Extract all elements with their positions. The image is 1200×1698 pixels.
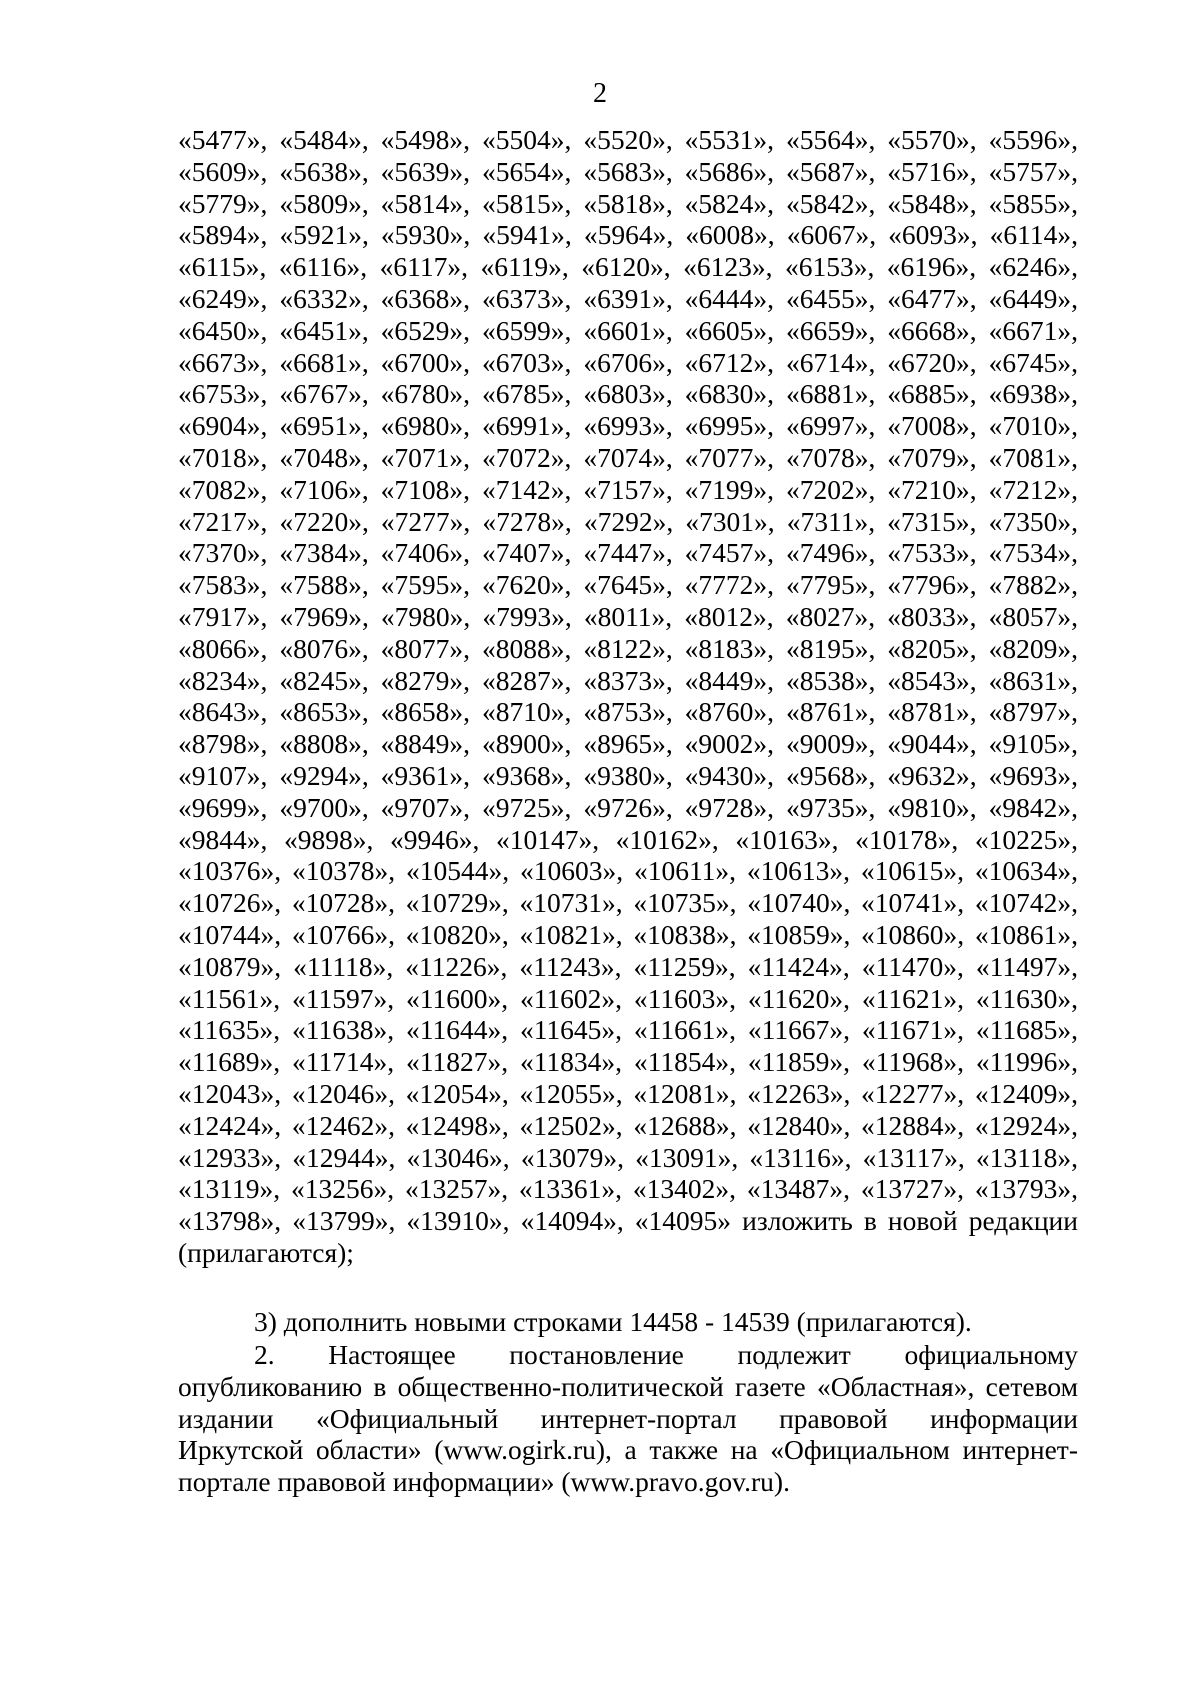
code-line: «7217», «7220», «7277», «7278», «7292», «7301», «7311», «7315», «7350», xyxy=(178,505,1078,537)
item-3-paragraph: 3) дополнить новыми строками 14458 - 14539 (прилагаются). xyxy=(254,1306,972,1337)
paragraph-2-line: опубликованию в общественно-политической газете «Областная», сетевом xyxy=(178,1370,1078,1402)
code-line: «12043», «12046», «12054», «12055», «12081», «12263», «12277», «12409», xyxy=(178,1077,1078,1109)
paragraph-2 xyxy=(178,1339,1078,1498)
code-line: «6249», «6332», «6368», «6373», «6391», «6444», «6455», «6477», «6449», xyxy=(178,282,1078,314)
code-line: «5779», «5809», «5814», «5815», «5818», «5824», «5842», «5848», «5855», xyxy=(178,187,1078,219)
code-line: «5609», «5638», «5639», «5654», «5683», «5686», «5687», «5716», «5757», xyxy=(178,155,1078,187)
code-line: «11635», «11638», «11644», «11645», «11661», «11667», «11671», «11685», xyxy=(178,1014,1078,1046)
code-list xyxy=(178,124,1078,1269)
page-number: 2 xyxy=(593,78,607,109)
code-line: «7917», «7969», «7980», «7993», «8011», «8012», «8027», «8033», «8057», xyxy=(178,600,1078,632)
code-list-tail: (прилагаются); xyxy=(178,1236,354,1268)
code-line: «11689», «11714», «11827», «11834», «11854», «11859», «11968», «11996», xyxy=(178,1046,1078,1078)
code-line: «10376», «10378», «10544», «10603», «10611», «10613», «10615», «10634», xyxy=(178,855,1078,887)
code-line: «8643», «8653», «8658», «8710», «8753», «8760», «8761», «8781», «8797», xyxy=(178,696,1078,728)
code-line: «9107», «9294», «9361», «9368», «9380», «9430», «9568», «9632», «9693», xyxy=(178,759,1078,791)
paragraph-2-line: издании «Официальный интернет-портал правовой информации xyxy=(178,1402,1078,1434)
code-line: «10744», «10766», «10820», «10821», «10838», «10859», «10860», «10861», xyxy=(178,918,1078,950)
code-line: «7370», «7384», «7406», «7407», «7447», «7457», «7496», «7533», «7534», xyxy=(178,537,1078,569)
code-line: «13119», «13256», «13257», «13361», «13402», «13487», «13727», «13793», xyxy=(178,1173,1078,1205)
code-line: «9844», «9898», «9946», «10147», «10162», «10163», «10178», «10225», xyxy=(178,823,1078,855)
code-line: «12424», «12462», «12498», «12502», «12688», «12840», «12884», «12924», xyxy=(178,1109,1078,1141)
code-line: «10726», «10728», «10729», «10731», «10735», «10740», «10741», «10742», xyxy=(178,887,1078,919)
code-line: «6115», «6116», «6117», «6119», «6120», «6123», «6153», «6196», «6246», xyxy=(178,251,1078,283)
code-line: «11561», «11597», «11600», «11602», «11603», «11620», «11621», «11630», xyxy=(178,982,1078,1014)
code-line: «8066», «8076», «8077», «8088», «8122», «8183», «8195», «8205», «8209», xyxy=(178,632,1078,664)
code-line: «8798», «8808», «8849», «8900», «8965», «9002», «9009», «9044», «9105», xyxy=(178,728,1078,760)
code-line: «8234», «8245», «8279», «8287», «8373», «8449», «8538», «8543», «8631», xyxy=(178,664,1078,696)
code-line: «12933», «12944», «13046», «13079», «13091», «13116», «13117», «13118», xyxy=(178,1141,1078,1173)
code-line: «10879», «11118», «11226», «11243», «11259», «11424», «11470», «11497», xyxy=(178,950,1078,982)
code-line: «5894», «5921», «5930», «5941», «5964», «6008», «6067», «6093», «6114», xyxy=(178,219,1078,251)
code-line: «6753», «6767», «6780», «6785», «6803», «6830», «6881», «6885», «6938», xyxy=(178,378,1078,410)
code-line: «7018», «7048», «7071», «7072», «7074», «7077», «7078», «7079», «7081», xyxy=(178,441,1078,473)
code-line: «7082», «7106», «7108», «7142», «7157», «7199», «7202», «7210», «7212», xyxy=(178,473,1078,505)
paragraph-2-line: 2. Настоящее постановление подлежит официальному xyxy=(254,1339,1078,1370)
code-line: «13798», «13799», «13910», «14094», «14095» изложить в новой редакции xyxy=(178,1205,1078,1237)
paragraph-2-last-line: портале правовой информации» (www.pravo.gov.ru). xyxy=(178,1466,790,1498)
code-line: «7583», «7588», «7595», «7620», «7645», «7772», «7795», «7796», «7882», xyxy=(178,569,1078,601)
paragraph-2-line: Иркутской области» (www.ogirk.ru), а также на «Официальном интернет- xyxy=(178,1434,1078,1466)
code-line: «6450», «6451», «6529», «6599», «6601», «6605», «6659», «6668», «6671», xyxy=(178,314,1078,346)
code-line: «5477», «5484», «5498», «5504», «5520», «5531», «5564», «5570», «5596», xyxy=(178,124,1078,155)
code-line: «6673», «6681», «6700», «6703», «6706», «6712», «6714», «6720», «6745», xyxy=(178,346,1078,378)
code-line: «6904», «6951», «6980», «6991», «6993», «6995», «6997», «7008», «7010», xyxy=(178,410,1078,442)
code-line: «9699», «9700», «9707», «9725», «9726», «9728», «9735», «9810», «9842», xyxy=(178,791,1078,823)
